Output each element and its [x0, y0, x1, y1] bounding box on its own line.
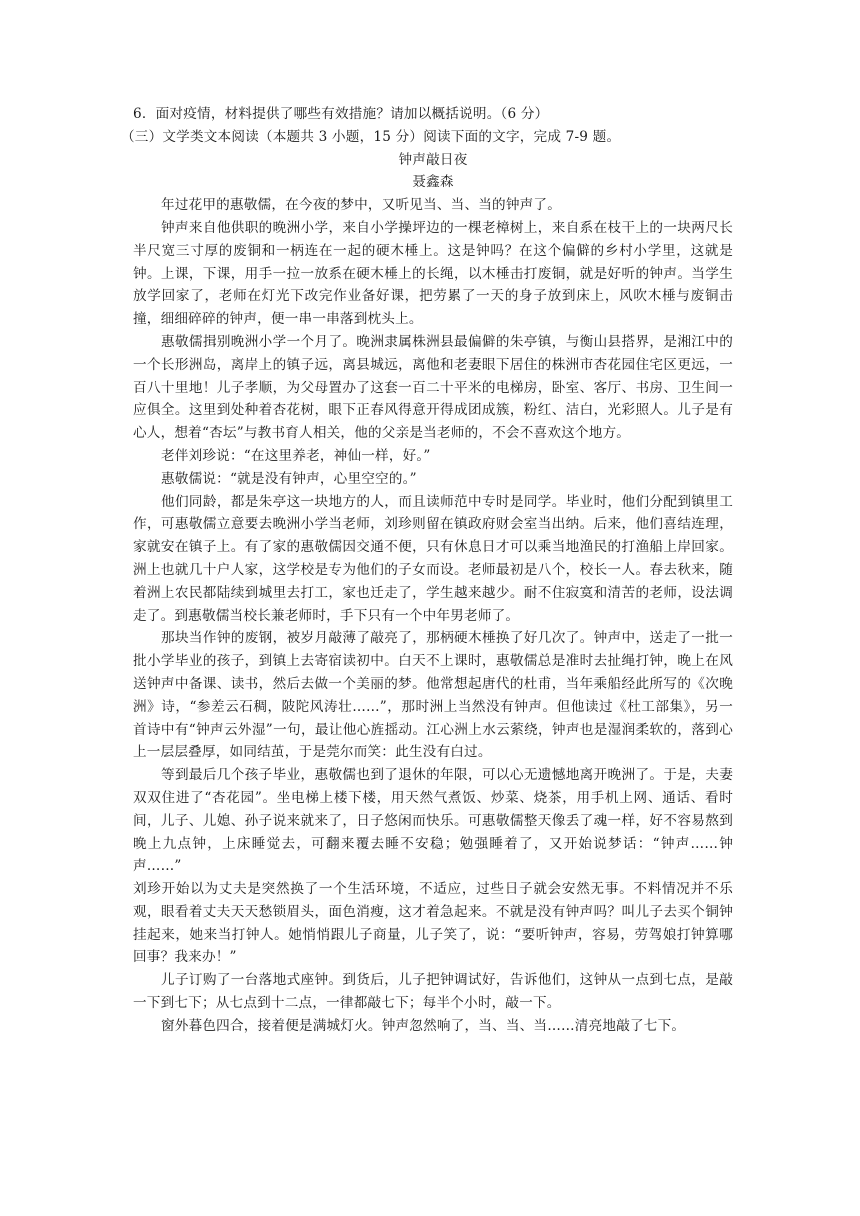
paragraph: 窗外暮色四合，接着便是满城灯火。钟声忽然响了，当、当、当……清亮地敲了七下。: [161, 1017, 686, 1034]
section-heading: （三）文学类文本阅读（本题共 3 小题，15 分）阅读下面的文字，完成 7-9 题。: [121, 128, 621, 145]
paragraph: 年过花甲的惠敬儒，在今夜的梦中，又听见当、当、当的钟声了。: [161, 197, 562, 214]
paragraph: 惠敬儒揖别晚洲小学一个月了。晚洲隶属株洲县最偏僻的朱亭镇，与衡山县搭界，是湘江中的一个长形洲岛，离岸上的镇子远，离县城远，离他和老妻眼下居住的株洲市杏花园住宅区更远，一百八十里地！儿子孝顺，为父母置办了这套一百二十平米的电梯房，卧室、客厅、书房、卫生间一应俱全。这里到处种着杏花树，眼下正春风得意开得成团成簇，粉红、洁白，光彩照人。儿子是有心人，想着“杏坛”与教书育人相关，他的父亲是当老师的，不会不喜欢这个地方。: [133, 333, 733, 442]
paragraph: 钟声来自他供职的晚洲小学，来自小学操坪边的一棵老樟树上，来自系在枝干上的一块两尺长半尺宽三寸厚的废铜和一柄连在一起的硬木棰上。这是钟吗？在这个偏僻的乡村小学里，这就是钟。上课，下课，用手一拉一放系在硬木棰上的长绳，以木棰击打废铜，就是好听的钟声。当学生放学回家了，老师在灯光下改完作业备好课，把劳累了一天的身子放到床上，风吹木棰与废铜击撞，细细碎碎的钟声，便一串一串落到枕头上。: [133, 219, 733, 328]
paragraph: 等到最后几个孩子毕业，惠敬儒也到了退休的年限，可以心无遗憾地离开晚洲了。于是，夫妻双双住进了“杏花园”。坐电梯上楼下楼，用天然气煮饭、炒菜、烧茶，用手机上网、通话、看时间，儿子、儿媳、孙子说来就来了，日子悠闲而快乐。可惠敬儒整天像丢了魂一样，好不容易熬到晚上九点钟，上床睡觉去，可翻来覆去睡不安稳；勉强睡着了，又开始说梦话：“钟声……钟声……”: [133, 767, 733, 875]
article-author: 聂鑫森: [412, 174, 454, 191]
paragraph: 刘珍开始以为丈夫是突然换了一个生活环境，不适应，过些日子就会安然无事。不料情况并不乐观，眼看着丈夫天天愁锁眉头，面色消瘦，这才着急起来。不就是没有钟声吗？叫儿子去买个铜钟挂起来，她来当打钟人。她悄悄跟儿子商量，儿子笑了，说：“要听钟声，容易，劳驾娘打钟算哪回事？我来办！”: [133, 881, 733, 966]
paragraph: 惠敬儒说：“就是没有钟声，心里空空的。”: [161, 470, 417, 487]
document-body: [121, 103, 733, 1038]
question-6: 6．面对疫情，材料提供了哪些有效措施？请加以概括说明。（6 分）: [133, 106, 549, 122]
paragraph: 那块当作钟的废钢，被岁月敲薄了敲亮了，那柄硬木棰换了好几次了。钟声中，送走了一批一批小学毕业的孩子，到镇上去寄宿读初中。白天不上课时，惠敬儒总是准时去扯绳打钟，晚上在风送钟声中备课、读书，然后去做一个美丽的梦。他常想起唐代的杜甫，当年乘船经此所写的《次晚洲》诗，“参差云石稠，陂陀风涛壮……”，那时洲上当然没有钟声。但他读过《杜工部集》，另一首诗中有“钟声云外湿”一句，最让他心旌摇动。江心洲上水云萦绕，钟声也是湿润柔软的，落到心上一层层叠厚，如同结茧，于是莞尔而笑：此生没有白过。: [133, 630, 733, 761]
paragraph: 老伴刘珍说：“在这里养老，神仙一样，好。”: [161, 447, 431, 464]
article-title: 钟声敲日夜: [398, 151, 468, 168]
paragraph: 他们同龄，都是朱亭这一块地方的人，而且读师范中专时是同学。毕业时，他们分配到镇里工作，可惠敬儒立意要去晚洲小学当老师，刘珍则留在镇政府财会室当出纳。后来，他们喜结连理，家就安在镇子上。有了家的惠敬儒因交通不便，只有休息日才可以乘当地渔民的打渔船上岸回家。洲上也就几十户人家，这学校是专为他们的子女而设。老师最初是八个，校长一人。春去秋来，随着洲上农民都陆续到城里去打工，家也迁走了，学生越来越少。耐不住寂寞和清苦的老师，设法调走了。到惠敬儒当校长兼老师时，手下只有一个中年男老师了。: [133, 493, 733, 624]
paragraph: 儿子订购了一台落地式座钟。到货后，儿子把钟调试好，告诉他们，这钟从一点到七点，是敲一下到七下；从七点到十二点，一律都敲七下；每半个小时，敲一下。: [133, 972, 733, 1012]
